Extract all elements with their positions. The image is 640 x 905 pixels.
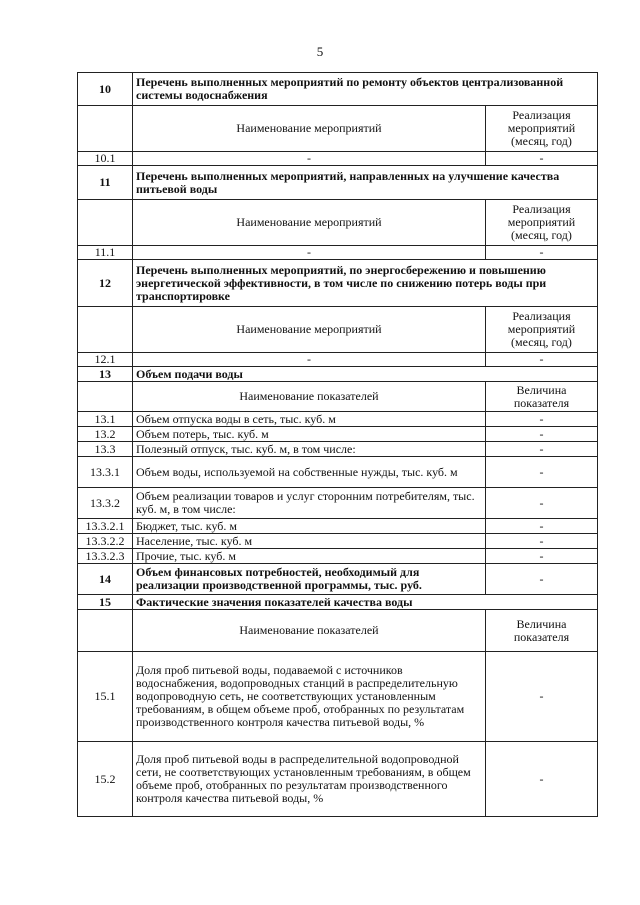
- section-row: [78, 595, 598, 610]
- row-value: -: [485, 549, 597, 564]
- row-number: 13.3.2: [78, 488, 133, 519]
- row-value: -: [485, 442, 597, 457]
- row-value: -: [485, 152, 597, 166]
- row-name: Доля проб питьевой воды, подаваемой с источников водоснабжения, водопроводных станций в распределительную водопроводную сеть, не соответствующих установленным требованиям, в общем объеме проб, отобранных по результатам производственного контроля качества питьевой воды, %: [133, 652, 486, 742]
- row-number: 13.3: [78, 442, 133, 457]
- section-row: [78, 260, 598, 307]
- row-value: -: [485, 534, 597, 549]
- row-number: 15.2: [78, 742, 133, 817]
- row-number: 13.3.2.3: [78, 549, 133, 564]
- row-number: 13.3.2.2: [78, 534, 133, 549]
- section-title: Перечень выполненных мероприятий, направленных на улучшение качества питьевой воды: [133, 166, 598, 200]
- section-number: 15: [78, 595, 133, 610]
- row-value: -: [485, 488, 597, 519]
- row-number: 13.3.2.1: [78, 519, 133, 534]
- table-header-row: [78, 610, 598, 652]
- section-title: Объем подачи воды: [133, 367, 598, 382]
- row-number: 11.1: [78, 246, 133, 260]
- section-title: Фактические значения показателей качества воды: [133, 595, 598, 610]
- empty-cell: [78, 106, 133, 152]
- table-row: [78, 442, 598, 457]
- section-number: 11: [78, 166, 133, 200]
- empty-cell: [78, 200, 133, 246]
- column-header-name: Наименование мероприятий: [133, 200, 486, 246]
- row-name: Бюджет, тыс. куб. м: [133, 519, 486, 534]
- empty-cell: [78, 382, 133, 412]
- section-row: [78, 367, 598, 382]
- row-name: Население, тыс. куб. м: [133, 534, 486, 549]
- table-row: [78, 427, 598, 442]
- section-title: Объем финансовых потребностей, необходимый для реализации производственной программы, тыс. руб.: [133, 564, 486, 595]
- row-name: Прочие, тыс. куб. м: [133, 549, 486, 564]
- row-name: -: [133, 246, 486, 260]
- row-name: Объем воды, используемой на собственные нужды, тыс. куб. м: [133, 457, 486, 488]
- table-row: [78, 152, 598, 166]
- table-header-row: [78, 307, 598, 353]
- column-header-implementation: Реализация мероприятий (месяц, год): [485, 307, 597, 353]
- column-header-implementation: Реализация мероприятий (месяц, год): [485, 106, 597, 152]
- row-value: -: [485, 353, 597, 367]
- row-value: -: [485, 652, 597, 742]
- row-value: -: [485, 427, 597, 442]
- program-table: [77, 72, 598, 817]
- table-header-row: [78, 200, 598, 246]
- row-value: -: [485, 246, 597, 260]
- table-header-row: [78, 106, 598, 152]
- row-number: 10.1: [78, 152, 133, 166]
- table-row: [78, 519, 598, 534]
- table-row: [78, 534, 598, 549]
- column-header-name: Наименование показателей: [133, 382, 486, 412]
- table-row: [78, 246, 598, 260]
- column-header-implementation: Реализация мероприятий (месяц, год): [485, 200, 597, 246]
- section-row: [78, 166, 598, 200]
- row-number: 15.1: [78, 652, 133, 742]
- row-number: 13.1: [78, 412, 133, 427]
- column-header-name: Наименование мероприятий: [133, 106, 486, 152]
- row-name: -: [133, 152, 486, 166]
- row-number: 13.3.1: [78, 457, 133, 488]
- table-row: [78, 488, 598, 519]
- row-name: Объем реализации товаров и услуг сторонним потребителям, тыс. куб. м, в том числе:: [133, 488, 486, 519]
- section-number: 12: [78, 260, 133, 307]
- section-number: 13: [78, 367, 133, 382]
- row-value: -: [485, 564, 597, 595]
- column-header-name: Наименование показателей: [133, 610, 486, 652]
- row-name: Полезный отпуск, тыс. куб. м, в том числе:: [133, 442, 486, 457]
- section-number: 14: [78, 564, 133, 595]
- row-number: 13.2: [78, 427, 133, 442]
- row-value: -: [485, 412, 597, 427]
- empty-cell: [78, 307, 133, 353]
- row-number: 12.1: [78, 353, 133, 367]
- row-value: -: [485, 519, 597, 534]
- row-name: Объем потерь, тыс. куб. м: [133, 427, 486, 442]
- section-row: [78, 564, 598, 595]
- section-title: Перечень выполненных мероприятий по ремонту объектов централизованной системы водоснабжения: [133, 73, 598, 106]
- column-header-value: Величина показателя: [485, 382, 597, 412]
- section-number: 10: [78, 73, 133, 106]
- row-value: -: [485, 457, 597, 488]
- section-row: [78, 73, 598, 106]
- page-number: 5: [316, 44, 324, 59]
- column-header-name: Наименование мероприятий: [133, 307, 486, 353]
- table-row: [78, 457, 598, 488]
- table-row: [78, 742, 598, 817]
- table-row: [78, 353, 598, 367]
- table-header-row: [78, 382, 598, 412]
- table-row: [78, 652, 598, 742]
- row-name: Доля проб питьевой воды в распределительной водопроводной сети, не соответствующих установленным требованиям, в общем объеме проб, отобранных по результатам производственного контроля качества питьевой воды, %: [133, 742, 486, 817]
- row-name: Объем отпуска воды в сеть, тыс. куб. м: [133, 412, 486, 427]
- row-name: -: [133, 353, 486, 367]
- table-row: [78, 549, 598, 564]
- section-title: Перечень выполненных мероприятий, по энергосбережению и повышению энергетической эффективности, в том числе по снижению потерь воды при транспортировке: [133, 260, 598, 307]
- column-header-value: Величина показателя: [485, 610, 597, 652]
- empty-cell: [78, 610, 133, 652]
- table-row: [78, 412, 598, 427]
- row-value: -: [485, 742, 597, 817]
